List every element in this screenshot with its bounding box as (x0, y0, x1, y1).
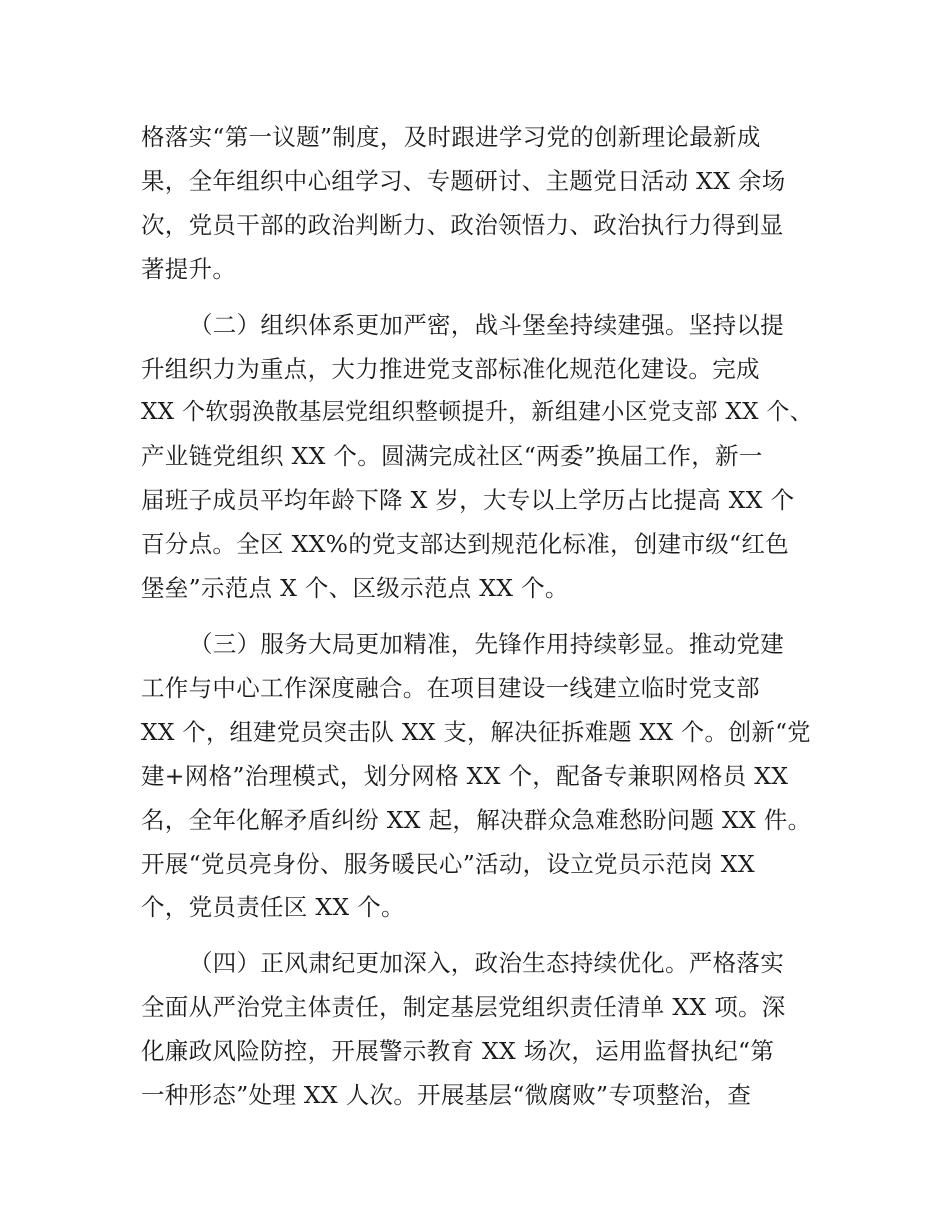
text-line: 工作与中心工作深度融合。在项目建设一线建立临时党支部 (141, 673, 760, 702)
text-line: 百分点。全区 XX%的党支部达到规范化标准，创建市级“红色 (141, 530, 789, 559)
text-line: 名，全年化解矛盾纠纷 XX 起，解决群众急难愁盼问题 XX 件。 (141, 805, 812, 834)
section-heading-line: （二）组织体系更加严密，战斗堡垒持续建强。坚持以提 (189, 310, 784, 339)
text-line: 开展“党员亮身份、服务暖民心”活动，设立党员示范岗 XX (141, 849, 755, 878)
text-line: 堡垒”示范点 X 个、区级示范点 XX 个。 (141, 574, 569, 603)
text-line: 格落实“第一议题”制度，及时跟进学习党的创新理论最新成 (141, 123, 761, 151)
text-line: 产业链党组织 XX 个。圆满完成社区“两委”换届工作，新一 (141, 442, 763, 471)
text-line: 果，全年组织中心组学习、专题研讨、主题党日活动 XX 余场 (141, 166, 786, 195)
text-line: 届班子成员平均年龄下降 X 岁，大专以上学历占比提高 XX 个 (141, 486, 795, 515)
paragraph-organization-system (141, 304, 815, 611)
text-line: 升组织力为重点，大力推进党支部标准化规范化建设。完成 (141, 354, 760, 383)
text-line: XX 个软弱涣散基层党组织整顿提升，新组建小区党支部 XX 个、 (141, 399, 814, 426)
text-line: 次，党员干部的政治判断力、政治领悟力、政治执行力得到显 (141, 210, 784, 239)
text-line: 一种形态”处理 XX 人次。开展基层“微腐败”专项整治，查 (141, 1081, 752, 1110)
text-line: 著提升。 (141, 254, 237, 283)
section-heading-line: （三）服务大局更加精准，先锋作用持续彰显。推动党建 (189, 629, 784, 658)
text-line: 建+网格”治理模式，划分网格 XX 个，配备专兼职网格员 XX (141, 761, 789, 790)
section-heading-line: （四）正风肃纪更加深入，政治生态持续优化。严格落实 (189, 949, 784, 978)
text-line: 化廉政风险防控，开展警示教育 XX 场次，运用监督执纪“第 (141, 1037, 775, 1066)
text-line: XX 个，组建党员突击队 XX 支，解决征拆难题 XX 个。创新“党 (141, 718, 811, 746)
text-line: 全面从严治党主体责任，制定基层党组织责任清单 XX 项。深 (141, 993, 786, 1022)
document-body (141, 116, 815, 1130)
paragraph-service-overall (141, 623, 815, 930)
text-line: 个，党员责任区 XX 个。 (141, 893, 405, 922)
paragraph-study-system (141, 116, 815, 292)
paragraph-discipline (141, 942, 815, 1118)
